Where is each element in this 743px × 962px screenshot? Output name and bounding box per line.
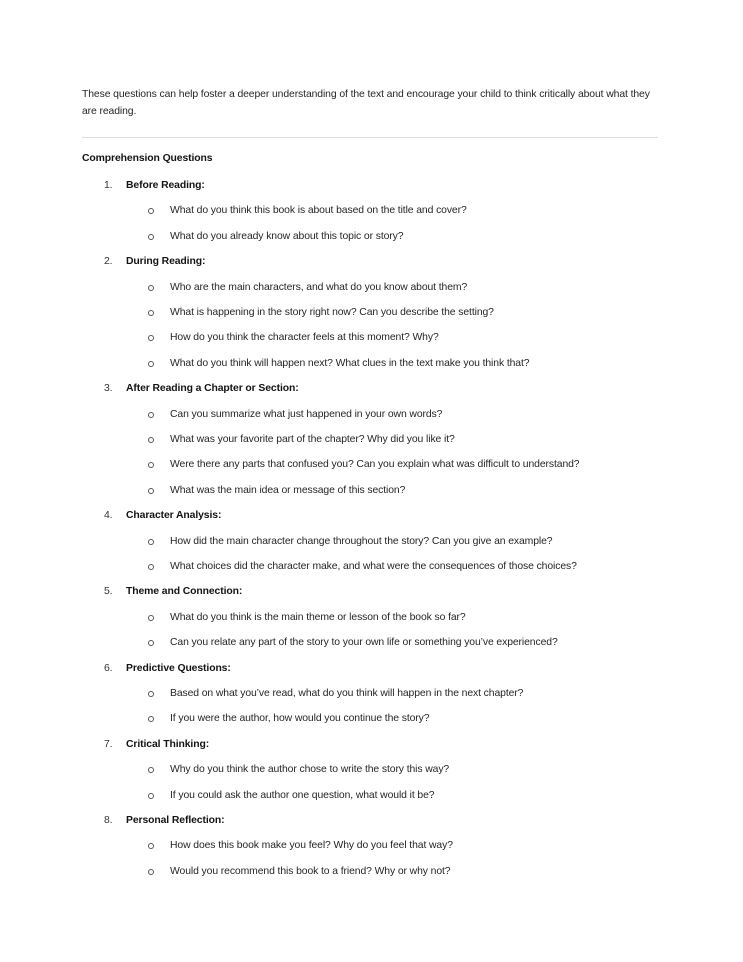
question-text: How does this book make you feel? Why do you feel that way? — [170, 840, 453, 852]
section-number: 7. — [104, 738, 113, 750]
horizontal-divider — [82, 137, 658, 138]
question-text: What choices did the character make, and what were the consequences of those choices? — [170, 561, 577, 572]
section-title: Critical Thinking: — [126, 738, 210, 750]
question-text: What do you already know about this topic or story? — [170, 230, 404, 242]
hollow-circle-bullet-icon — [148, 539, 154, 545]
question-text: Based on what you’ve read, what do you think will happen in the next chapter? — [170, 688, 524, 699]
section-title: After Reading a Chapter or Section: — [126, 383, 299, 395]
section-number: 3. — [104, 383, 113, 395]
question-text: What do you think will happen next? What clues in the text make you think that? — [170, 357, 530, 369]
hollow-circle-bullet-icon — [148, 412, 154, 418]
question-text: How did the main character change throughout the story? Can you give an example? — [170, 535, 553, 547]
section-title: Character Analysis: — [126, 510, 222, 522]
question-text: Would you recommend this book to a friend? Why or why not? — [170, 865, 451, 877]
hollow-circle-bullet-icon — [148, 462, 154, 468]
hollow-circle-bullet-icon — [148, 716, 154, 722]
question-text: Why do you think the author chose to write the story this way? — [170, 764, 450, 776]
question-text: Can you relate any part of the story to your own life or something you’ve experienced? — [170, 637, 558, 649]
question-text: Were there any parts that confused you? Can you explain what was difficult to understand? — [170, 459, 580, 471]
hollow-circle-bullet-icon — [148, 310, 154, 316]
question-text: What do you think this book is about based on the title and cover? — [170, 205, 467, 217]
section-number: 8. — [104, 815, 113, 826]
hollow-circle-bullet-icon — [148, 234, 154, 240]
hollow-circle-bullet-icon — [148, 691, 154, 697]
hollow-circle-bullet-icon — [148, 437, 154, 443]
hollow-circle-bullet-icon — [148, 488, 154, 494]
section-title: Theme and Connection: — [126, 586, 243, 598]
section-number: 1. — [104, 180, 113, 191]
section-number: 2. — [104, 256, 113, 268]
question-text: If you were the author, how would you continue the story? — [170, 713, 430, 725]
question-text: What was your favorite part of the chapter? Why did you like it? — [170, 434, 455, 445]
hollow-circle-bullet-icon — [148, 208, 154, 214]
section-number: 4. — [104, 510, 113, 522]
section-heading: Comprehension Questions — [82, 153, 213, 164]
section-title: Before Reading: — [126, 180, 205, 191]
hollow-circle-bullet-icon — [148, 767, 154, 773]
hollow-circle-bullet-icon — [148, 640, 154, 646]
hollow-circle-bullet-icon — [148, 335, 154, 341]
section-title: During Reading: — [126, 256, 206, 268]
question-text: If you could ask the author one question, what would it be? — [170, 789, 435, 801]
hollow-circle-bullet-icon — [148, 793, 154, 799]
question-text: What is happening in the story right now? Can you describe the setting? — [170, 307, 494, 318]
question-text: What do you think is the main theme or lesson of the book so far? — [170, 611, 466, 623]
question-text: Can you summarize what just happened in your own words? — [170, 408, 443, 420]
hollow-circle-bullet-icon — [148, 843, 154, 849]
section-number: 5. — [104, 586, 113, 598]
intro-paragraph: These questions can help foster a deeper understanding of the text and encourage your child to think critically about what they are reading. — [82, 89, 650, 117]
hollow-circle-bullet-icon — [148, 564, 154, 570]
question-text: What was the main idea or message of this section? — [170, 484, 406, 496]
question-text: How do you think the character feels at this moment? Why? — [170, 332, 439, 344]
hollow-circle-bullet-icon — [148, 869, 154, 875]
hollow-circle-bullet-icon — [148, 615, 154, 621]
hollow-circle-bullet-icon — [148, 361, 154, 367]
section-number: 6. — [104, 662, 113, 674]
section-title: Predictive Questions: — [126, 662, 231, 674]
question-text: Who are the main characters, and what do you know about them? — [170, 281, 468, 293]
hollow-circle-bullet-icon — [148, 285, 154, 291]
section-title: Personal Reflection: — [126, 815, 225, 826]
